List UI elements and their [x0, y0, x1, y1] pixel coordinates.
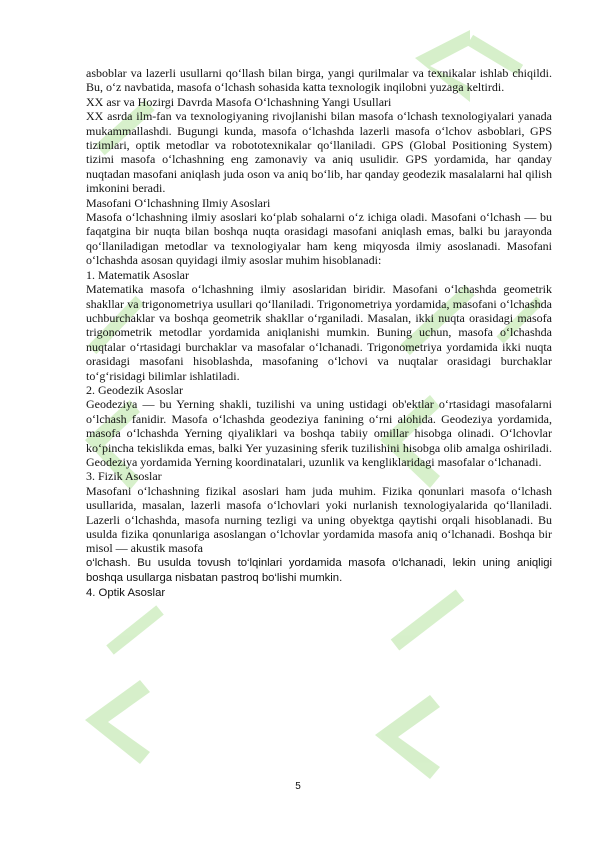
- subsection-heading: 3. Fizik Asoslar: [86, 469, 162, 484]
- page-number: 5: [295, 781, 301, 792]
- paragraph: Masofa o‘lchashning ilmiy asoslari ko‘plab sohalarni o‘z ichiga oladi. Masofani o‘lchash — bu faqatgina bir nuqta bilan boshqa nuqta orasidagi masofani aniqlash emas, balki bu jarayonda qo‘llaniladigan metodlar va texnologiyalar ham keng miqyosda ilmiy asoslanadi. Masofani o‘lchashda asosan quyidagi ilmiy asoslar muhim hisoblanadi:: [86, 210, 552, 268]
- paragraph: asboblar va lazerli usullarni qo‘llash bilan birga, yangi qurilmalar va texnikalar ishlab chiqildi. Bu, o‘z navbatida, masofa o‘lchash sohasida katta texnologik inqilobni yuzaga keltirdi.: [86, 66, 552, 95]
- paragraph: Geodeziya — bu Yerning shakli, tuzilishi va uning ustidagi ob'ektlar o‘rtasidagi masofalarni o‘lchash fanidir. Masofa o‘lchashda geodeziya fanining o‘rni alohida. Geodeziya yordamida, masofa o‘lchashda Yerning qiyaliklari va boshqa tabiiy omillar hisobga olinadi. O‘lchovlar ko‘pincha tekislikda emas, balki Yer yuzasining sferik tuzilishini hisobga olib amalga oshiriladi. Geodeziya yordamida Yerning koordinatalari, uzunlik va kengliklaridagi masofalar o‘lchanadi.: [86, 397, 552, 469]
- document-body: [86, 66, 552, 601]
- subsection-heading: 4. Optik Asoslar: [86, 586, 166, 599]
- subsection-heading: 2. Geodezik Asoslar: [86, 382, 183, 397]
- paragraph: Masofani o‘lchashning fizikal asoslari ham juda muhim. Fizika qonunlari masofa o‘lchash usullarida, masalan, lazerli masofa o‘lchovlari yoki nurlanish texnologiyalarida qo‘llaniladi. Lazerli o‘lchashda, masofa nurning tezligi va uning obyektga qaytishi orqali hisoblanadi. Bu usulda fizika qonunlariga asoslangan o‘lchovlar yordamida masofa aniq o‘lchanadi. Boshqa bir misol — akustik masofa: [86, 483, 552, 556]
- subsection-heading: 1. Matematik Asoslar: [86, 267, 189, 282]
- paragraph: o‘lchash. Bu usulda tovush to‘lqinlari yordamida masofa o‘lchanadi, lekin uning aniqligi boshqa usullarga nisbatan pastroq bo‘lishi mumkin.: [86, 556, 552, 584]
- arrow-watermark-icon: [375, 595, 460, 779]
- section-heading: XX asr va Hozirgi Davrda Masofa O‘lchashning Yangi Usullari: [86, 94, 392, 109]
- paragraph: XX asrda ilm-fan va texnologiyaning rivojlanishi bilan masofa o‘lchash texnologiyalari yanada mukammallashdi. Bugungi kunda, masofa o‘lchashda lazerli masofa o‘lchov asboblari, GPS tizimlari, optik metodlar va robototexnikalar qo‘llaniladi. GPS (Global Positioning System) tizimi masofa o‘lchashning eng zamonaviy va aniq usulidir. GPS yordamida, har qanday nuqtadan masofani aniqlash juda oson va aniq bo‘lib, har qanday geodezik masalalarni hal qilish imkonini beradi.: [86, 109, 552, 196]
- paragraph: Matematika masofa o‘lchashning ilmiy asoslaridan biridir. Masofani o‘lchashda geometrik shakllar va trigonometriya usullari qo‘llaniladi. Trigonometriya yordamida, masofani o‘lchashda uchburchaklar va boshqa geometrik shakllar o‘rganiladi. Masalan, ikki nuqta orasidagi masofa trigonometrik metodlar yordamida aniqlanishi mumkin. Buning uchun, masofa o‘lchashda nuqtalar o‘rtasidagi burchaklar va masofalar o‘lchanadi. Trigonometriya yordamida ikki nuqta orasidagi masofani hisoblashda, masofaning o‘lchovi va nuqtalar orasidagi burchaklar to‘g‘risidagi bilimlar ishlatiladi.: [86, 282, 552, 383]
- section-heading: Masofani O‘lchashning Ilmiy Asoslari: [86, 195, 271, 210]
- arrow-watermark-icon: [85, 610, 160, 764]
